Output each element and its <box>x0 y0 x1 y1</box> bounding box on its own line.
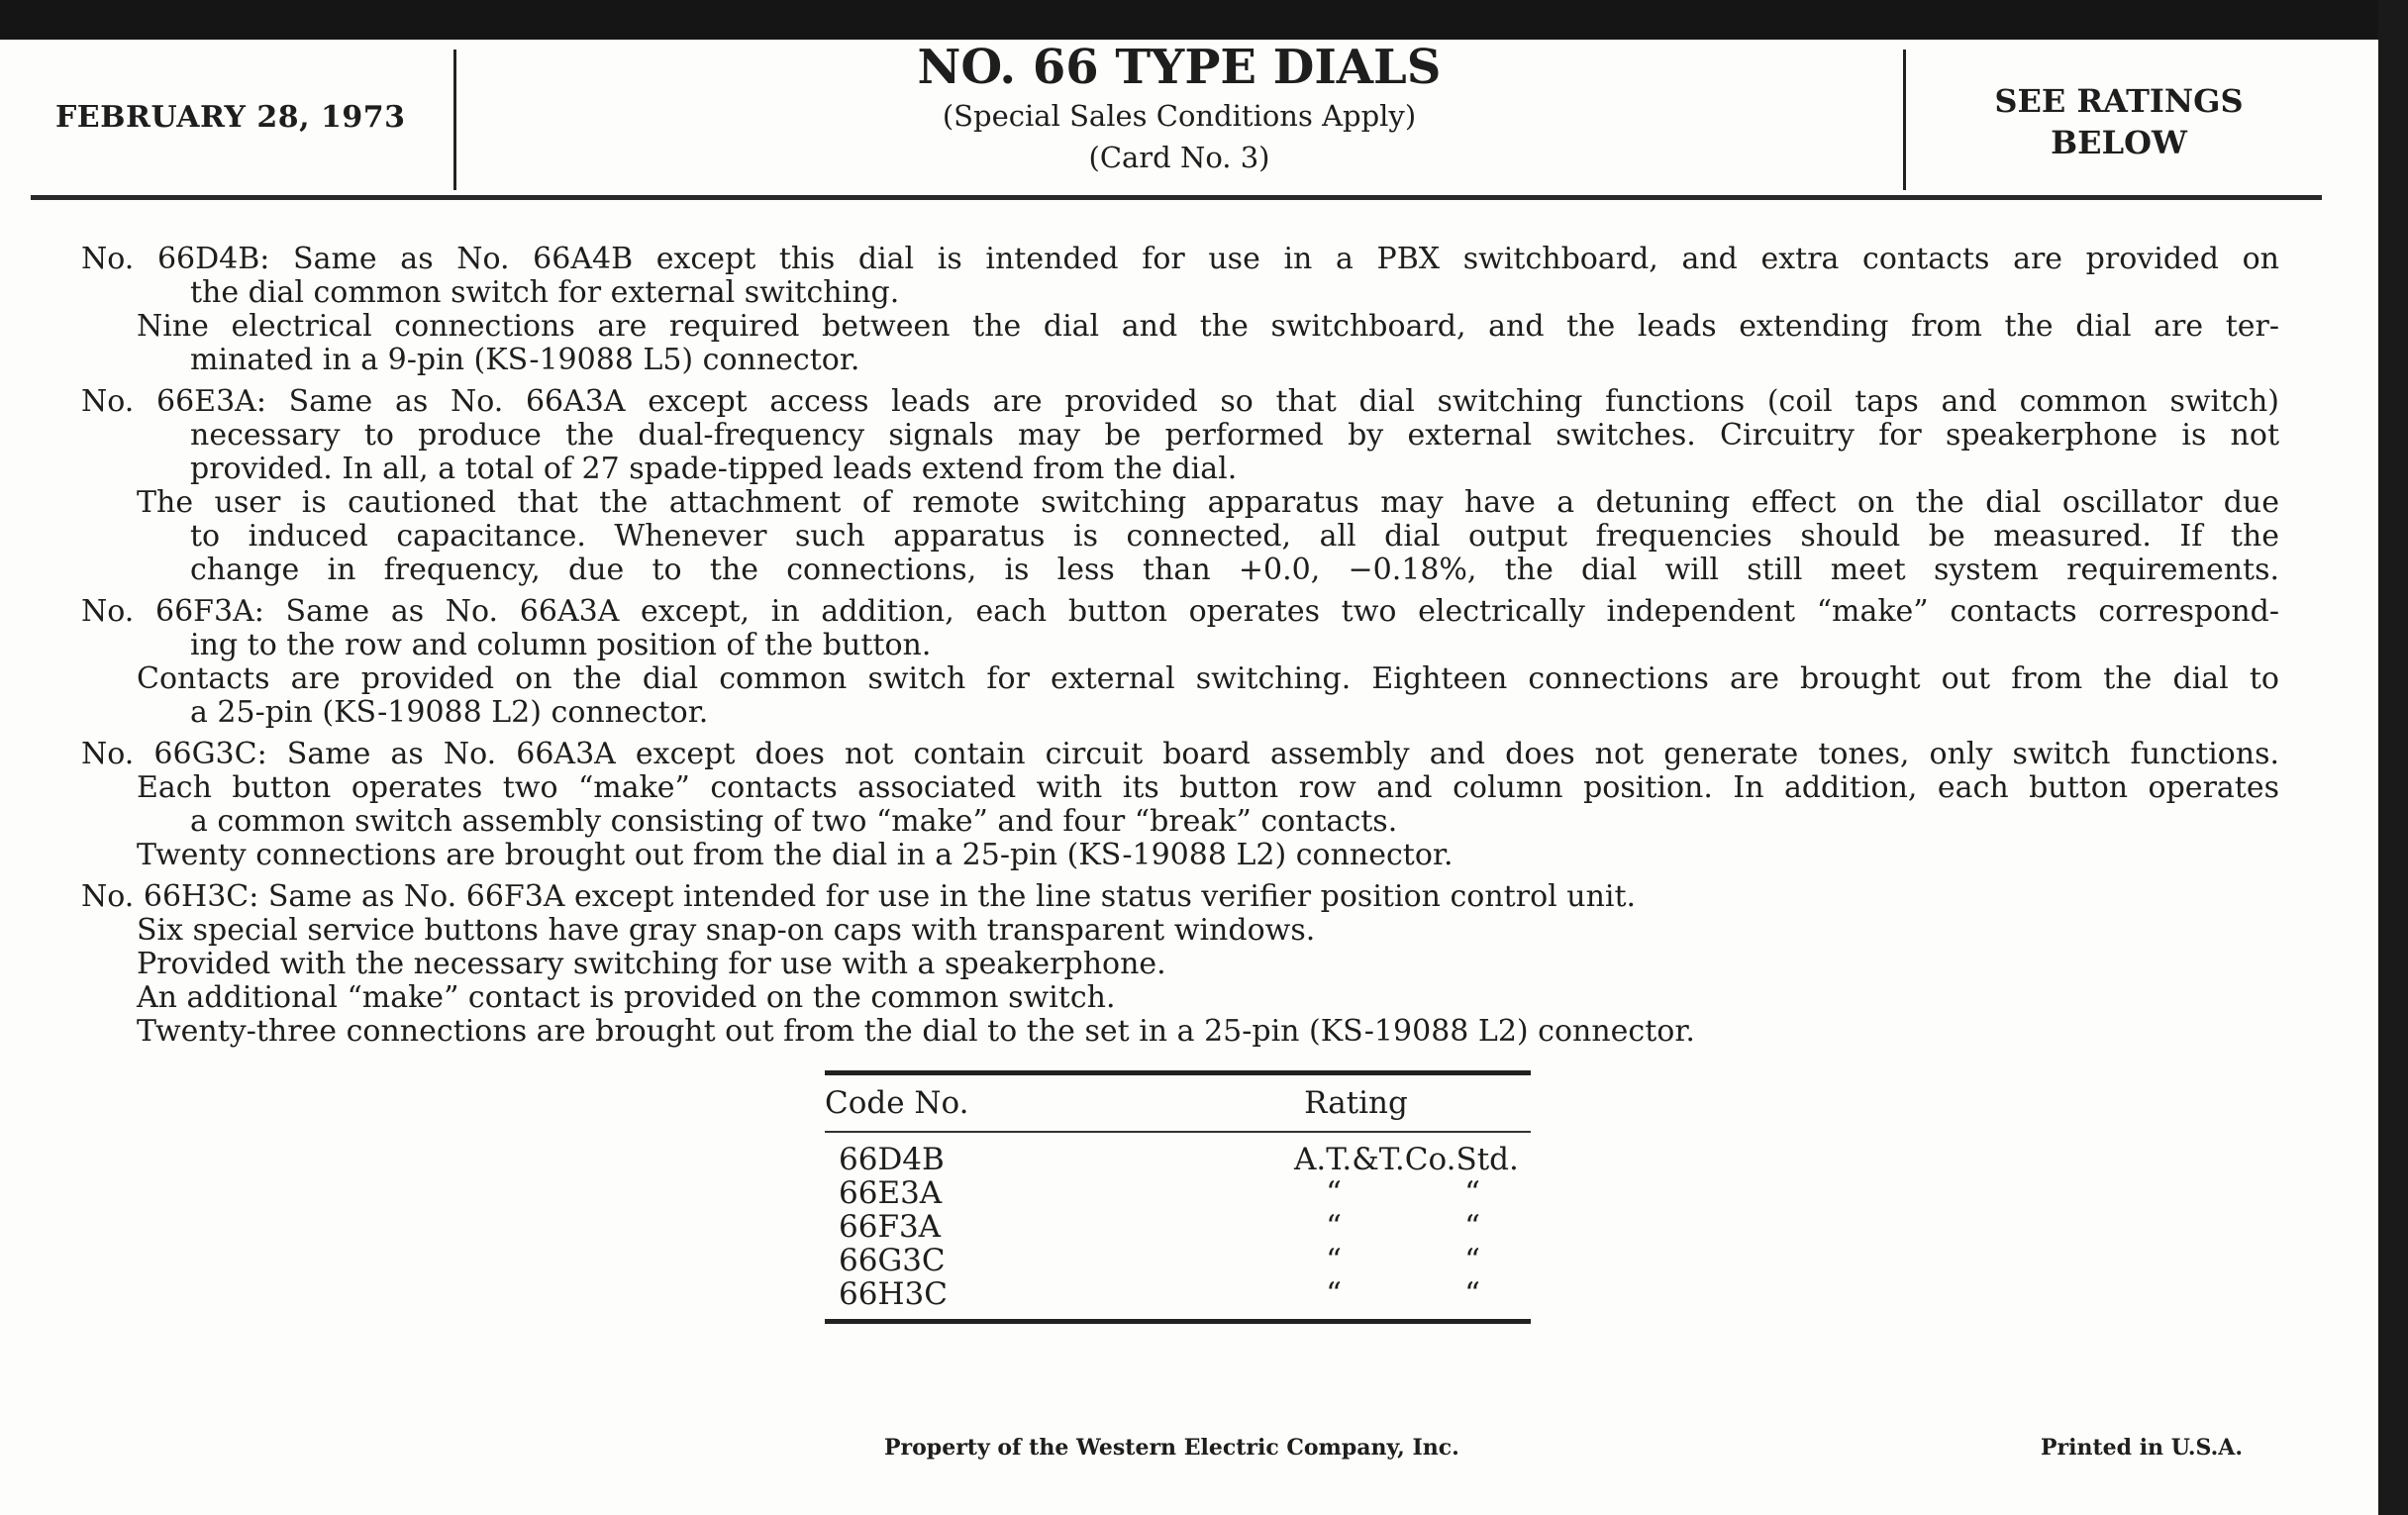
description-line: The user is cautioned that the attachment of remote switching apparatus may have a detuning effect on the dial oscillator due <box>137 486 2279 520</box>
table-row <box>825 1143 1531 1176</box>
description-line: to induced capacitance. Whenever such apparatus is connected, all dial output frequencies should be measured. If the <box>190 520 2279 554</box>
footer-printed: Printed in U.S.A. <box>2041 1435 2244 1461</box>
description-line: minated in a 9-pin (KS-19088 L5) connector. <box>190 343 860 377</box>
description-line: the dial common switch for external switching. <box>190 275 900 310</box>
description-line: Contacts are provided on the dial common switch for external switching. Eighteen connections are brought out from the dial to <box>137 662 2279 696</box>
description-line: Each button operates two “make” contacts associated with its button row and column position. In addition, each button operates <box>137 771 2279 805</box>
ditto-mark: “ <box>1464 1175 1480 1211</box>
description-line: No. 66F3A: Same as No. 66A3A except, in addition, each button operates two electrically independent “make” contacts correspond- <box>81 595 2279 629</box>
description-line: An additional “make” contact is provided on the common switch. <box>137 980 1116 1015</box>
description-line: Twenty-three connections are brought out from the dial to the set in a 25-pin (KS-19088 L2) connector. <box>137 1014 1695 1049</box>
description-line: ing to the row and column position of the button. <box>190 628 932 662</box>
dial-descriptions <box>81 243 2279 1057</box>
description-line: No. 66E3A: Same as No. 66A3A except access leads are provided so that dial switching functions (coil taps and common switch) <box>81 385 2279 419</box>
dial-entry <box>81 595 2279 730</box>
ditto-mark: “ <box>1464 1209 1480 1245</box>
page-title: NO. 66 TYPE DIALS <box>917 40 1442 95</box>
footer-property: Property of the Western Electric Company, Inc. <box>884 1435 1459 1461</box>
code-cell: 66G3C <box>839 1243 946 1278</box>
page-subtitle: (Special Sales Conditions Apply) <box>942 99 1417 133</box>
ditto-mark: “ <box>1464 1276 1480 1312</box>
description-line: change in frequency, due to the connections, is less than +0.0, −0.18%, the dial will still meet system requirements. <box>190 554 2279 587</box>
code-cell: 66F3A <box>839 1209 942 1245</box>
ditto-mark: “ <box>1326 1276 1342 1312</box>
ratings-note-line: SEE RATINGS <box>1994 82 2244 120</box>
rating-cell <box>1294 1277 1531 1311</box>
description-line: Six special service buttons have gray snap-on caps with transparent windows. <box>137 913 1316 948</box>
code-cell: 66D4B <box>839 1142 945 1177</box>
description-line: provided. In all, a total of 27 spade-tipped leads extend from the dial. <box>190 452 1238 486</box>
rating-cell <box>1294 1210 1531 1244</box>
table-header <box>825 1075 1531 1131</box>
header-title-block <box>454 40 1904 178</box>
card-number: (Card No. 3) <box>1088 141 1270 174</box>
rating-cell <box>1294 1176 1531 1210</box>
scan-right-border <box>2378 0 2408 1515</box>
description-line: Nine electrical connections are required between the dial and the switchboard, and the leads extending from the dial are ter- <box>137 310 2279 344</box>
dial-entry <box>81 243 2279 377</box>
description-line: Provided with the necessary switching for use with a speakerphone. <box>137 947 1166 981</box>
code-cell: 66E3A <box>839 1175 943 1211</box>
dial-entry <box>81 385 2279 587</box>
description-line: No. 66G3C: Same as No. 66A3A except does not contain circuit board assembly and does not generate tones, only switch functions. <box>81 738 2279 771</box>
header-rule <box>31 195 2322 200</box>
scan-top-border <box>0 0 2408 40</box>
ditto-mark: “ <box>1326 1209 1342 1245</box>
rating-cell: A.T.&T.Co.Std. <box>1294 1142 1519 1177</box>
code-cell: 66H3C <box>839 1276 948 1312</box>
header-divider-right <box>1903 50 1906 190</box>
ditto-mark: “ <box>1464 1243 1480 1278</box>
ditto-mark: “ <box>1326 1175 1342 1211</box>
description-line: No. 66H3C: Same as No. 66F3A except intended for use in the line status verifier position control unit. <box>81 879 1637 914</box>
ditto-mark: “ <box>1326 1243 1342 1278</box>
table-row <box>825 1210 1531 1244</box>
description-line: Twenty connections are brought out from the dial in a 25-pin (KS-19088 L2) connector. <box>137 838 1454 872</box>
ratings-note <box>1907 80 2331 163</box>
header-code-no: Code No. <box>825 1085 969 1121</box>
ratings-table <box>825 1070 1531 1324</box>
dial-entry <box>81 880 2279 1049</box>
table-row <box>825 1244 1531 1277</box>
description-line: a 25-pin (KS-19088 L2) connector. <box>190 695 709 730</box>
table-row <box>825 1277 1531 1311</box>
description-line: necessary to produce the dual-frequency signals may be performed by external switches. Circuitry for speakerphone is not <box>190 419 2279 453</box>
description-line: a common switch assembly consisting of two “make” and four “break” contacts. <box>190 804 1398 839</box>
ratings-note-line: BELOW <box>2051 124 2187 161</box>
table-bottom-rule <box>825 1319 1531 1324</box>
table-row <box>825 1176 1531 1210</box>
header-rating: Rating <box>1304 1085 1408 1121</box>
dial-entry <box>81 738 2279 872</box>
card-date: FEBRUARY 28, 1973 <box>55 100 406 135</box>
description-line: No. 66D4B: Same as No. 66A4B except this dial is intended for use in a PBX switchboard, and extra contacts are provided on <box>81 243 2279 276</box>
rating-cell <box>1294 1244 1531 1277</box>
